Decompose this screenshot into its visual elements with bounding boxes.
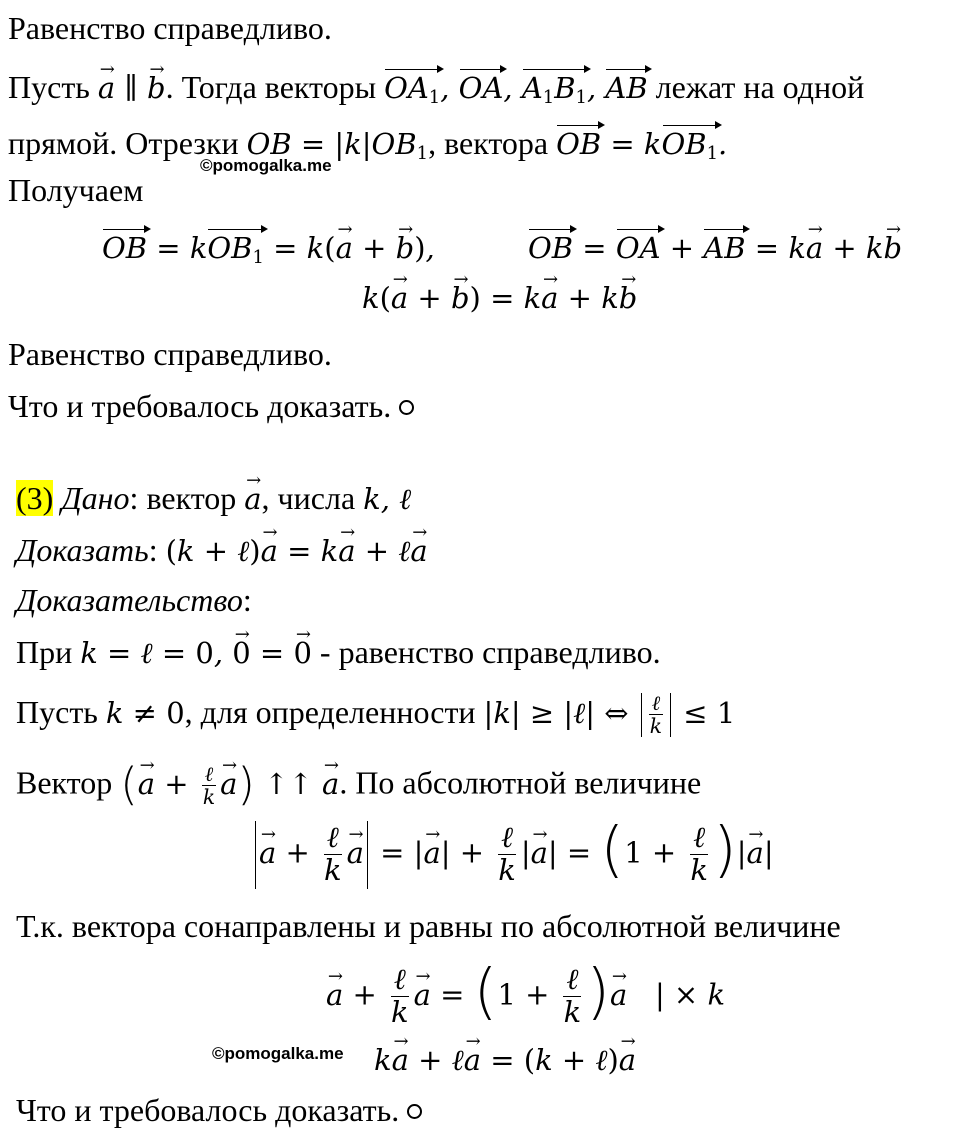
math-formula: k, ℓ xyxy=(363,482,412,516)
item-number-badge: (3) xyxy=(16,480,54,516)
watermark: ©pomogalka.me xyxy=(212,1044,344,1063)
text-fragment: Вектор xyxy=(16,764,113,801)
text-line xyxy=(16,636,661,668)
text-fragment: Что и требовалось доказать. xyxy=(16,1092,400,1128)
math-formula: |k| ≥ |ℓ| ⇔ $\frac{\text{ℓ}}{k}$ ≤ 1 xyxy=(483,691,736,739)
math-formula: k = ℓ = 0, → 0 = → 0 xyxy=(80,636,312,670)
text-fragment: . По абсолютной величине xyxy=(339,764,702,801)
text-fragment: , вектора xyxy=(428,125,549,161)
text-fragment: прямой. Отрезки xyxy=(8,125,239,161)
math-formula: OB = kOB$_1$ = k(→ a + → b), xyxy=(102,226,435,267)
text-line: Равенство справедливо. xyxy=(8,336,332,372)
math-formula: OB = OA + AB = k→ a + k→ b xyxy=(528,226,902,263)
math-formula: → a + $\frac{\text{ℓ}}{k}$ → a = |→ a| + $\frac{\text{ℓ}}{k}$ |→ a| = (1 + $\frac{\text{ℓ}}{k}$ )|→ a| xyxy=(252,820,774,889)
text-fragment: , для определенности xyxy=(184,693,476,730)
math-formula: (k + ℓ)→ a = k→ a + ℓ→ a xyxy=(166,534,428,568)
math-formula: OB = kOB$_1$. xyxy=(556,127,727,161)
text-fragment: лежат на одной xyxy=(655,69,865,105)
text-fragment: Пусть xyxy=(8,69,90,105)
text-line xyxy=(16,757,702,810)
text-line xyxy=(16,482,411,514)
math-formula: → a + $\frac{\text{ℓ}}{k}$ → a = (1 + $\frac{\text{ℓ}}{k}$ )→ a | × k xyxy=(326,962,725,1029)
math-formula: k→ a + ℓ→ a = (k + ℓ)→ a xyxy=(374,1046,636,1075)
math-formula: k(→ a + → b) = k→ a + k→ b xyxy=(362,284,637,313)
text-fragment: Пусть xyxy=(16,693,98,730)
text-line: Получаем xyxy=(8,172,144,208)
math-formula: → a xyxy=(244,482,261,516)
given-label: Дано xyxy=(61,480,130,516)
text-fragment: : вектор xyxy=(129,480,237,516)
math-formula: OB = $|k|OB_1$ xyxy=(246,127,429,165)
text-line xyxy=(16,1094,422,1126)
end-of-proof-icon xyxy=(407,1104,422,1119)
proof-label: Доказательство xyxy=(16,582,243,618)
text-line: Т.к. вектора сонаправлены и равны по абсолютной величине xyxy=(16,908,841,944)
text-line xyxy=(16,692,735,738)
text-line: Равенство справедливо. xyxy=(8,10,332,46)
math-formula: $OA_1$, OA, $A_1B_1$, AB xyxy=(384,71,648,105)
text-fragment: Что и требовалось доказать. xyxy=(8,388,392,424)
math-formula: k ≠ 0 xyxy=(105,695,185,730)
watermark: ©pomogalka.me xyxy=(200,156,332,175)
text-fragment: При xyxy=(16,634,73,670)
text-line xyxy=(8,390,414,422)
text-line xyxy=(16,584,252,616)
text-fragment: : xyxy=(242,582,252,618)
text-fragment: - равенство справедливо. xyxy=(319,634,661,670)
math-formula: (→ a + $\frac{\text{ℓ}}{k}$ → a) ↑↑ → a xyxy=(120,767,339,801)
text-fragment: . Тогда векторы xyxy=(165,69,377,105)
end-of-proof-icon xyxy=(399,400,414,415)
text-line xyxy=(8,66,864,107)
math-formula: → a ∥ → b xyxy=(98,71,166,105)
text-line xyxy=(8,122,727,163)
text-line xyxy=(16,534,428,566)
text-fragment: : xyxy=(148,532,158,568)
text-fragment: , числа xyxy=(261,480,356,516)
prove-label: Доказать xyxy=(16,532,149,568)
